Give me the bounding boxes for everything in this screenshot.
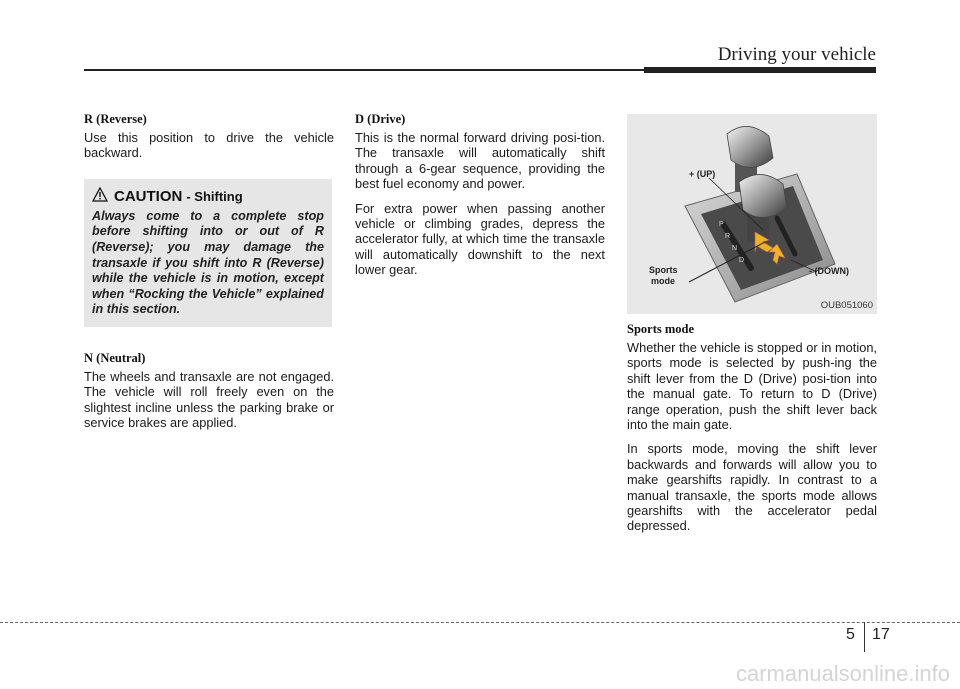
caution-box xyxy=(84,179,332,327)
caution-body: Always come to a complete stop before shifting into or out of R (Reverse); you may damage the transaxle if you shift into R (Reverse) while the vehicle is in motion, except when “Rocking the Vehicle” explained in this section. xyxy=(92,208,324,317)
reverse-text: Use this position to drive the vehicle backward. xyxy=(84,130,334,161)
header-rule-accent xyxy=(644,67,876,73)
section-heading-neutral: N (Neutral) xyxy=(84,350,146,365)
label-sports-line1: Sports xyxy=(649,265,678,275)
caution-header xyxy=(92,187,324,207)
drive-text-2: For extra power when passing another vehicle or climbing grades, depress the accelerator fully, at which time the transaxle will automatically downshift to the next lower gear. xyxy=(355,200,605,278)
shift-lever-figure xyxy=(627,114,877,314)
caution-subtitle: - Shifting xyxy=(186,189,243,205)
warning-triangle-icon xyxy=(92,187,108,207)
column-right xyxy=(627,114,877,543)
figure-code: OUB051060 xyxy=(820,300,873,311)
column-left xyxy=(84,108,334,439)
sports-text-1: Whether the vehicle is stopped or in motion, sports mode is selected by push-ing the shift lever from the D (Drive) posi-tion into the manual gate. To return to D (Drive) range operation, push the shift lever back into the main gate. xyxy=(627,340,877,433)
page-number: 17 xyxy=(872,626,890,643)
sports-text-2: In sports mode, moving the shift lever backwards and forwards will allow you to make gearshifts rapidly. In contrast to a manual transaxle, the sports mode allows gearshifts with the accelerator pedal depressed. xyxy=(627,441,877,534)
gate-letter-n: N xyxy=(732,245,738,252)
gate-letter-r: R xyxy=(725,233,731,240)
footer-rule xyxy=(0,622,960,623)
label-down: - (DOWN) xyxy=(809,266,849,276)
section-heading-reverse: R (Reverse) xyxy=(84,112,147,126)
drive-text-1: This is the normal forward driving posi-tion. The transaxle will automatically shift through a 6-gear sequence, providing the best fuel economy and power. xyxy=(355,130,605,192)
section-heading-sports: Sports mode xyxy=(627,322,695,336)
gate-letter-p: P xyxy=(719,221,724,228)
page-number-separator xyxy=(864,622,865,652)
label-sports-line2: mode xyxy=(651,276,676,286)
header-title: Driving your vehicle xyxy=(717,44,876,65)
header-rule xyxy=(84,69,644,71)
chapter-number: 5 xyxy=(846,626,855,643)
watermark: carmanualsonline.info xyxy=(735,661,950,686)
neutral-text: The wheels and transaxle are not engaged. The vehicle will roll freely even on the slightest incline unless the parking brake or service brakes are applied. xyxy=(84,368,334,431)
gate-letter-d: D xyxy=(739,257,745,264)
caution-title: CAUTION xyxy=(114,188,183,206)
column-middle xyxy=(355,108,605,287)
label-sports-mode xyxy=(649,265,678,287)
label-up: + (UP) xyxy=(689,169,716,179)
section-heading-drive: D (Drive) xyxy=(355,112,406,126)
